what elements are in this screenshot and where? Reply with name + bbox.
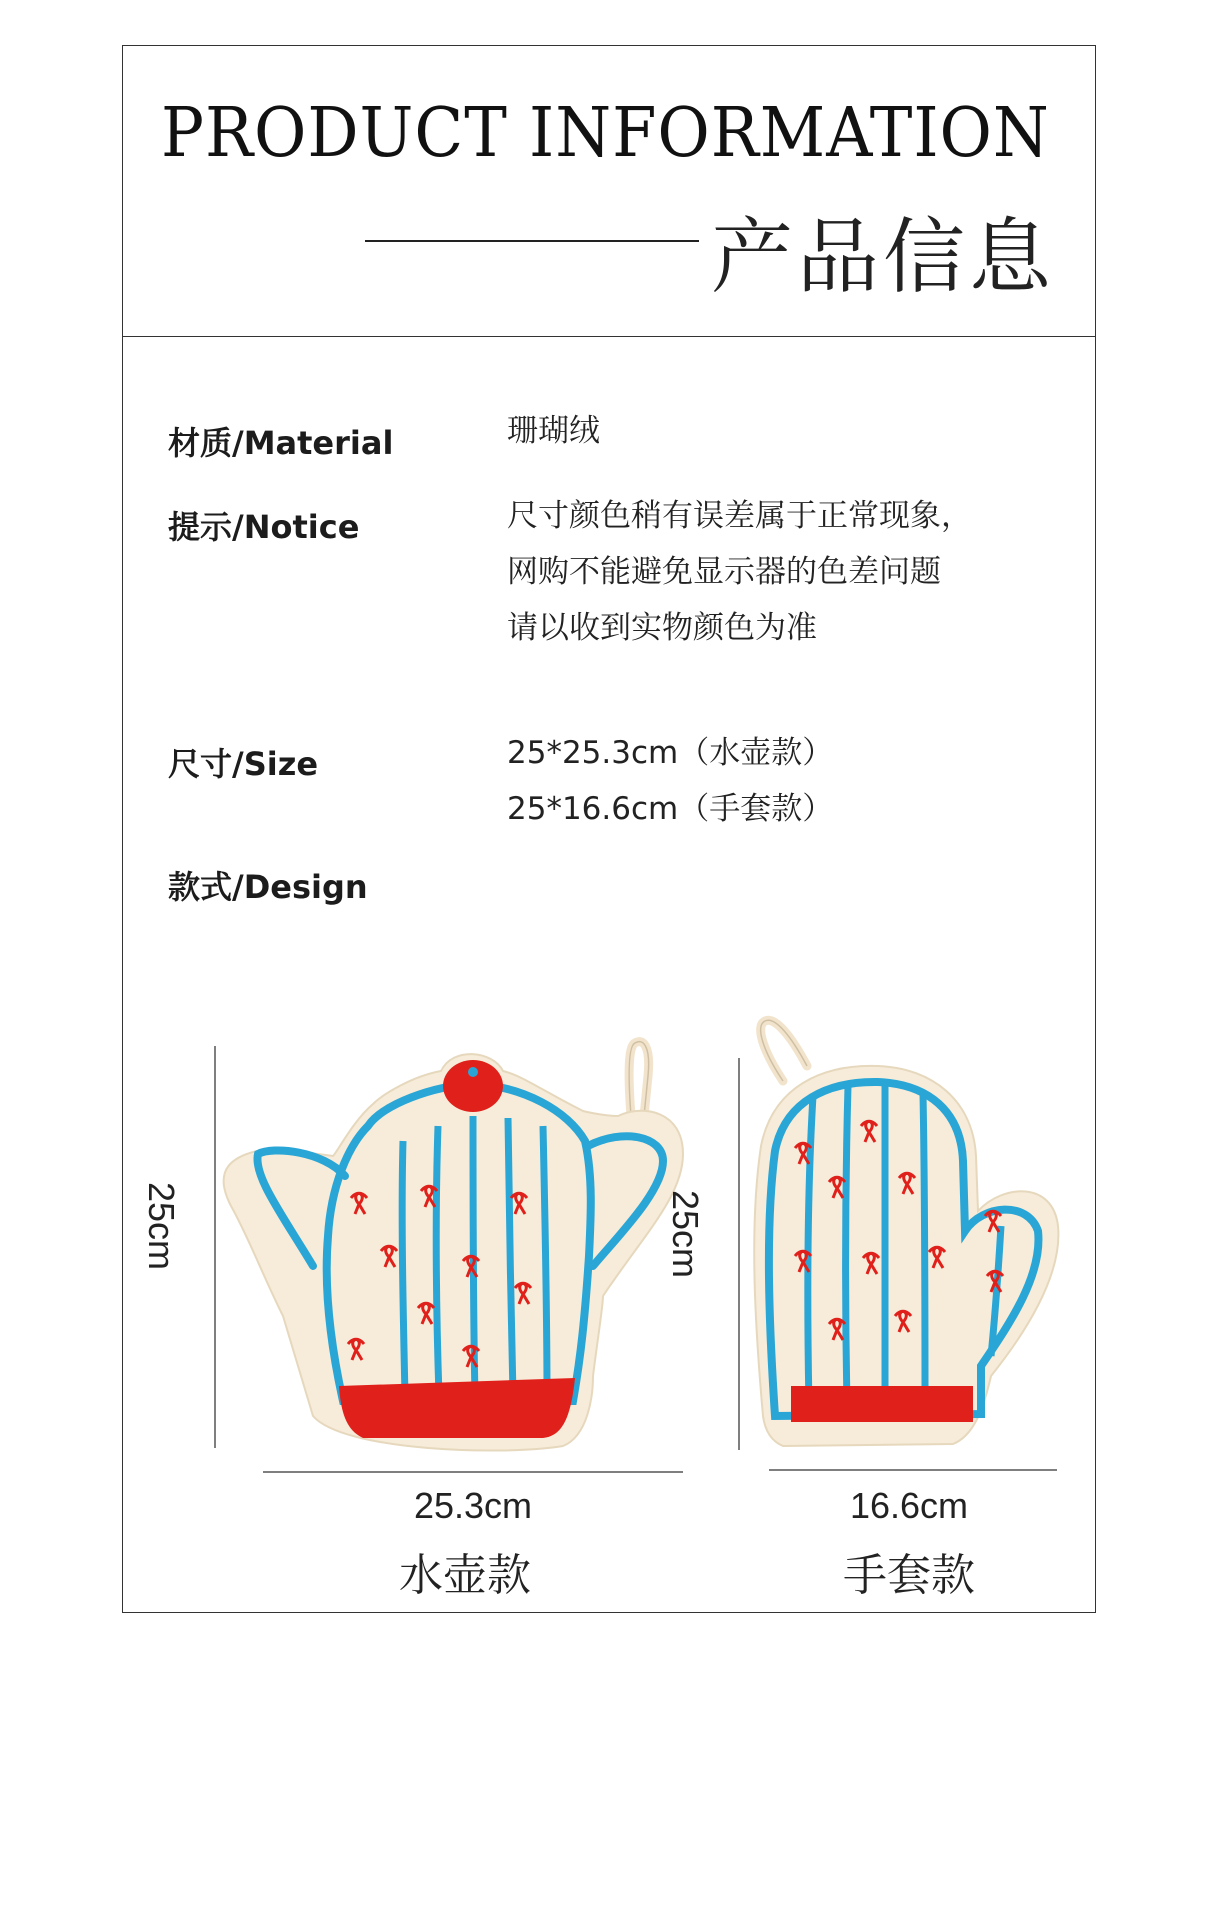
notice-value xyxy=(507,488,972,656)
kettle-width-label: 25.3cm xyxy=(413,1485,533,1526)
oven-mitt-potholder xyxy=(665,1020,1058,1601)
mitt-width-label: 16.6cm xyxy=(849,1485,969,1526)
kettle-potholder xyxy=(141,1042,683,1601)
title-english: PRODUCT INFORMATION xyxy=(161,94,1050,173)
material-value-text: 珊瑚绒 xyxy=(507,413,600,449)
mitt-caption: 手套款 xyxy=(843,1550,975,1601)
notice-line: 尺寸颜色稍有误差属于正常现象， xyxy=(507,498,972,534)
notice-line: 请以收到实物颜色为准 xyxy=(507,610,817,646)
title-chinese: 产品信息 xyxy=(711,210,1056,305)
design-label: 款式/Design xyxy=(168,868,368,906)
header-divider xyxy=(123,336,1095,337)
material-label: 材质/Material xyxy=(168,424,394,462)
product-info-card xyxy=(122,45,1096,1613)
title-rule xyxy=(365,240,699,242)
design-illustrations xyxy=(123,976,1097,1616)
size-line: 25*16.6cm（手套款） xyxy=(507,791,834,827)
size-line: 25*25.3cm（水壶款） xyxy=(507,735,834,771)
material-value xyxy=(507,403,600,459)
notice-label: 提示/Notice xyxy=(168,508,360,546)
notice-line: 网购不能避免显示器的色差问题 xyxy=(507,554,941,590)
size-value xyxy=(507,725,833,837)
mitt-height-label: 25cm xyxy=(665,1189,706,1279)
size-label: 尺寸/Size xyxy=(168,745,319,783)
kettle-caption: 水壶款 xyxy=(399,1550,531,1601)
kettle-height-label: 25cm xyxy=(141,1181,182,1271)
